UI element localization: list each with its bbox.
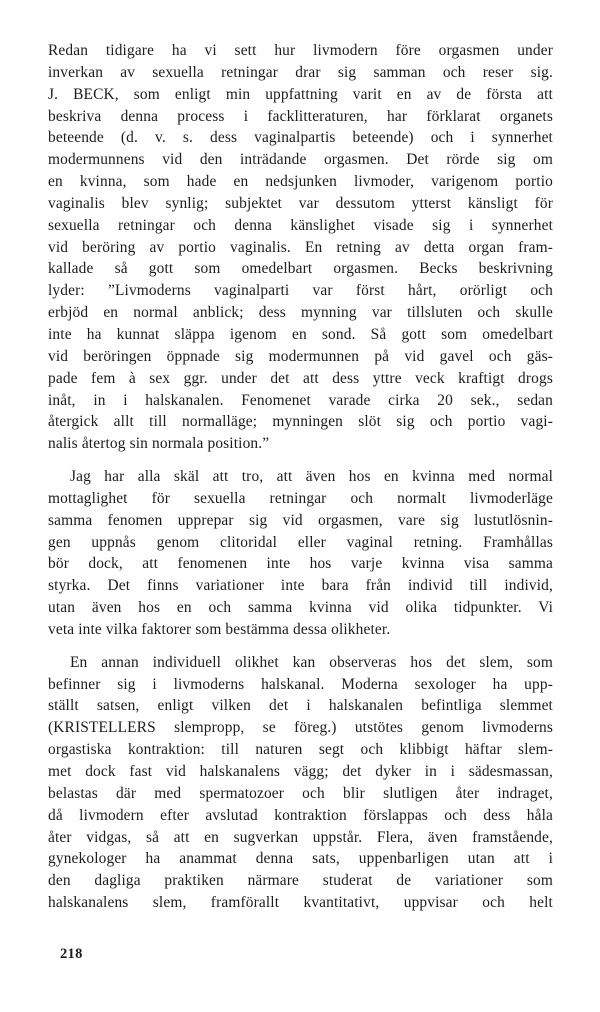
text-line: inverkan av sexuella retningar drar sig samman och reser sig. [48, 63, 553, 81]
text-line: styrka. Det finns variationer inte bara från individ till individ, [48, 577, 553, 595]
text-line: vid beröring av portio vaginalis. En retning av detta organ fram- [48, 238, 553, 256]
text-line: beteende (d. v. s. dess vaginalpartis beteende) och i synnerhet [48, 129, 553, 147]
text-line: lyder: ”Livmoderns vaginalparti var först hårt, orörligt och [48, 282, 553, 300]
paragraph-beck-description [48, 40, 553, 455]
paragraph-normal-receptivity [48, 466, 553, 641]
text-line: beskriva denna process i facklitteraturen, har förklarat organets [48, 107, 553, 125]
text-line: modermunnens vid den inträdande orgasmen. Det rörde sig om [48, 151, 553, 169]
text-line: åter vidgas, så att en sugverkan uppstår. Flera, även framstående, [48, 828, 553, 846]
text-line: då livmodern efter avslutad kontraktion förslappas och dess håla [48, 806, 553, 824]
text-line: kallade så gott som omedelbart orgasmen. Becks beskrivning [48, 260, 553, 278]
text-line: erbjöd en normal anblick; dess mynning var tillsluten och skulle [48, 304, 553, 322]
text-line: veta inte vilka faktorer som bestämma dessa olikheter. [48, 620, 391, 638]
text-line: met dock fast vid halskanalens vägg; det dyker in i sädesmassan, [48, 763, 553, 780]
text-line: J. BECK, som enligt min uppfattning varit en av de första att [48, 85, 553, 103]
text-line: vaginalis blev synlig; subjektet var dessutom ytterst känsligt för [48, 194, 553, 212]
text-line: mottaglighet för sexuella retningar och normalt livmoderläge [48, 489, 553, 507]
text-line: En annan individuell olikhet kan observeras hos det slem, som [70, 653, 553, 671]
text-line: vid beröringen öppnade sig modermunnen på vid gavel och gäs- [48, 347, 553, 365]
text-line: återgick allt till normalläge; mynningen slöt sig och portio vagi- [48, 413, 553, 431]
text-line: bör dock, att fenomenen inte hos varje kvinna visa samma [48, 555, 553, 573]
text-line: halskanalens slem, framförallt kvantitativt, uppvisar och helt [48, 894, 553, 912]
page-number: 218 [60, 946, 83, 962]
text-line: en kvinna, som hade en nedsjunken livmoder, varigenom portio [48, 173, 553, 191]
book-page [48, 40, 553, 914]
text-line: orgastiska kontraktion: till naturen segt och klibbigt häftar slem- [48, 741, 553, 759]
text-line: den dagliga praktiken närmare studerat de variationer som [48, 872, 553, 890]
text-line: befinner sig i livmoderns halskanal. Moderna sexologer ha upp- [48, 675, 553, 693]
text-line: nalis återtog sin normala position.” [48, 435, 270, 453]
text-line: utan även hos en och samma kvinna vid olika tidpunkter. Vi [48, 599, 553, 617]
text-line: Jag har alla skäl att tro, att även hos en kvinna med normal [70, 468, 553, 486]
text-line: ställt satsen, enligt vilken det i halskanalen befintliga slemmet [48, 697, 553, 715]
text-line: pade fem à sex ggr. under det att dess yttre veck kraftigt drogs [48, 369, 553, 387]
text-line: gynekologer ha anammat denna sats, uppenbarligen utan att i [48, 850, 553, 868]
text-line: belastas där med spermatozoer och blir slutligen åter indraget, [48, 784, 553, 802]
text-line: (KRISTELLERS slempropp, se föreg.) utstötes genom livmoderns [48, 719, 553, 737]
text-line: Redan tidigare ha vi sett hur livmodern före orgasmen under [48, 42, 553, 59]
text-line: inåt, in i halskanalen. Fenomenet varade cirka 20 sek., sedan [48, 391, 553, 409]
text-line: sexuella retningar och denna känslighet visade sig i synnerhet [48, 216, 553, 234]
text-line: samma fenomen upprepar sig vid orgasmen, vare sig lustutlösnin- [48, 511, 553, 529]
text-line: inte ha kunnat släppa igenom en sond. Så gott som omedelbart [48, 325, 553, 343]
text-line: gen uppnås genom clitoridal eller vaginal retning. Framhållas [48, 533, 553, 551]
paragraph-cervical-mucus [48, 652, 553, 914]
